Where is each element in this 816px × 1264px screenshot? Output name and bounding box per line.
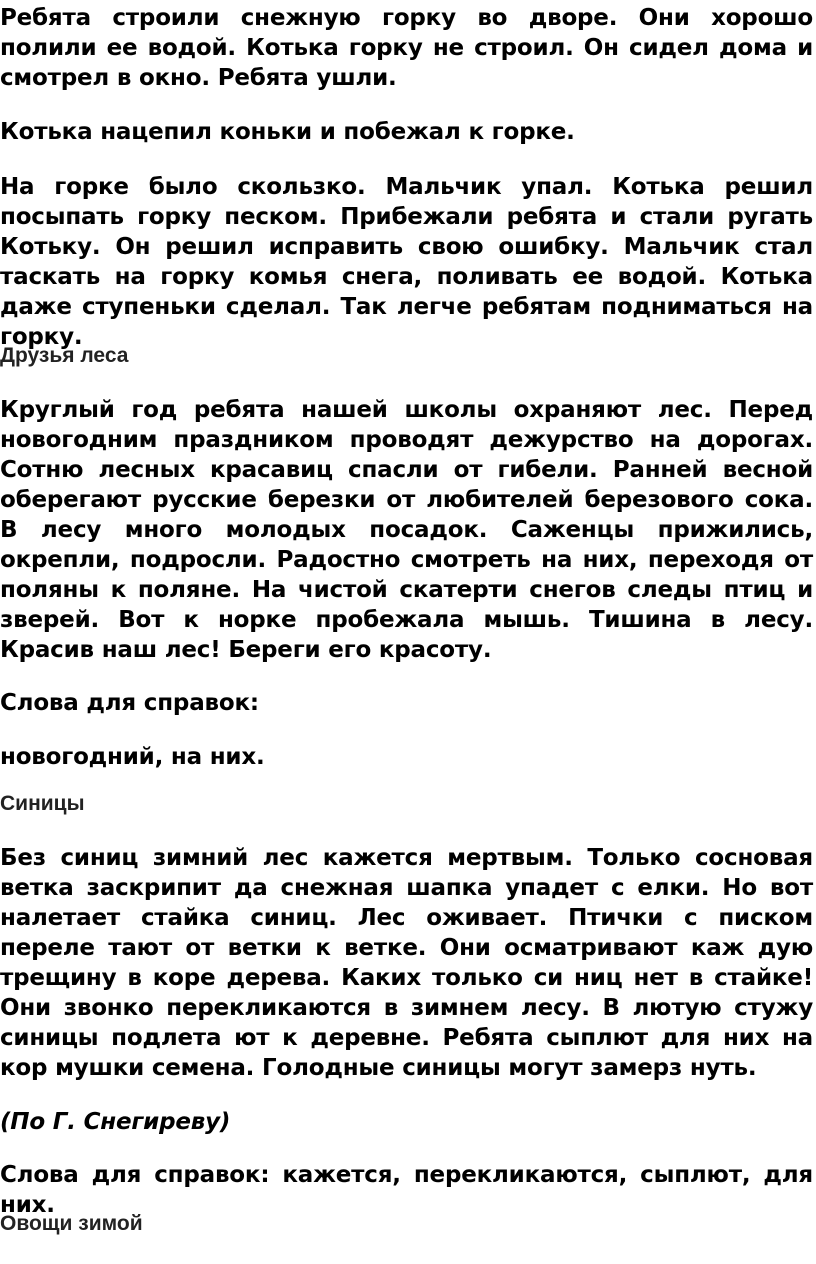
heading-sinitsy: Синицы [0, 792, 85, 815]
reference-words-list-2: Слова для справок: кажется, перекликаются, сыплют, для них. [0, 1162, 813, 1218]
reference-words-list-1: новогодний, на них. [0, 744, 265, 770]
paragraph-kotka-skates: Котька нацепил коньки и побежал к горке. [0, 119, 575, 145]
paragraph-gorka-story: На горке было скользко. Мальчик упал. Котька решил посыпать горку песком. Прибежали ребята и стали ругать Котьку. Он решил исправить свою ошибку. Мальчик стал таскать на горку комья снега, поливать ее водой. Котька даже ступеньки сделал. Так легче ребятам подниматься на горку. [0, 174, 813, 350]
heading-druzya-lesa: Друзья леса [0, 344, 129, 367]
paragraph-sinitsy: Без синиц зимний лес кажется мертвым. Только сосновая ветка заскрипит да снежная шапка упадет с елки. Но вот налетает стайка синиц. Лес оживает. Птички с писком переле тают от ветки к ветке. Они осматривают каж дую трещину в коре дерева. Каких только си ниц нет в стайке! Они звонко перекликаются в зимнем лесу. В лютую стужу синицы подлета ют к деревне. Ребята сыплют для них на кор мушки семена. Голодные синицы могут замерз нуть. [0, 845, 813, 1081]
author-attribution: (По Г. Снегиреву) [0, 1109, 231, 1135]
paragraph-druzya-lesa: Круглый год ребята нашей школы охраняют лес. Перед новогодним праздником проводят дежурство на дорогах. Сотню лесных красавиц спасли от гибели. Ранней весной оберегают русские березки от любителей березового сока. В лесу много молодых посадок. Саженцы прижились, окрепли, подросли. Радостно смотреть на них, переходя от поляны к поляне. На чистой скатерти снегов следы птиц и зверей. Вот к норке пробежала мышь. Тишина в лесу. Красив наш лес! Береги его красоту. [0, 397, 813, 663]
heading-ovoshchi-zimoy: Овощи зимой [0, 1212, 143, 1235]
reference-words-label: Слова для справок: [0, 690, 259, 716]
paragraph-gorka-intro: Ребята строили снежную горку во дворе. Они хорошо полили ее водой. Котька горку не строил. Он сидел дома и смотрел в окно. Ребята ушли. [0, 5, 813, 91]
